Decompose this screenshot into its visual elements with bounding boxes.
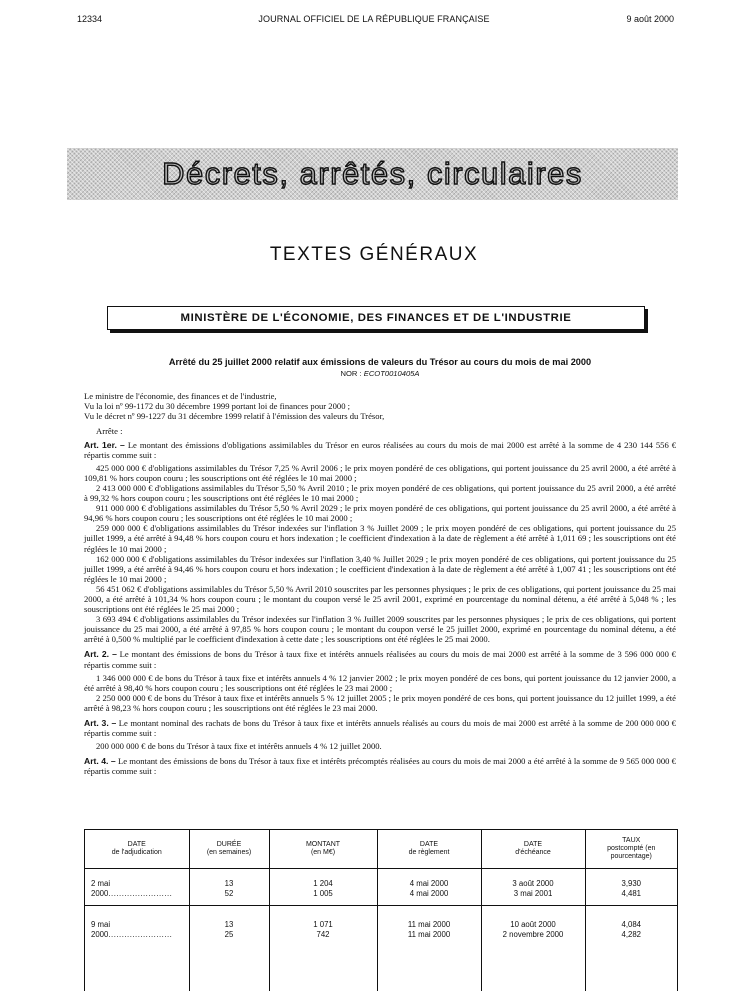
nor-code: ECOT0010405A <box>363 369 420 379</box>
article-3-intro <box>84 718 676 738</box>
nor-label: NOR : <box>340 369 362 379</box>
issuance-table <box>84 829 678 991</box>
rubric-banner <box>67 148 678 200</box>
article-2-item: 2 250 000 000 € de bons du Trésor à taux fixe et intérêts annuels 5 % 12 juillet 2005 ; le prix moyen pondéré de ces bons, qui portent jouissance du 12 juillet 1999, a été arrêté à 98,23 % hors coupon couru ; les souscriptions ont été réglées le 23 mai 2000. <box>84 692 676 713</box>
adjudication-date: 2 mai 2000 <box>91 879 111 898</box>
article-1-item: 259 000 000 € d'obligations assimilables du Trésor indexées sur l'inflation 3 % Juillet 2009 ; le prix moyen pondéré de ces obligations, qui portent jouissance du 25 juillet 1999, a été arrêté à 94,48 % hors coupon couru et hors indexation ; le coefficient d'indexation à la date de règlement a été arrêté à 1,011 69 ; les souscriptions ont été réglées le 10 mai 2000 ; <box>84 523 676 554</box>
adjudication-date: 9 mai 2000 <box>91 920 111 939</box>
column-header: DATE d'échéance <box>481 830 585 869</box>
column-header: DURÉE (en semaines) <box>189 830 269 869</box>
article-4-head: Art. 4. – <box>84 756 116 767</box>
column-header: DATE de règlement <box>377 830 481 869</box>
ministry-box <box>107 306 645 330</box>
article-4-intro <box>84 756 676 776</box>
article-1-item: 2 413 000 000 € d'obligations assimilables du Trésor 5,50 % Avril 2010 ; le prix moyen pondéré de ces obligations, qui portent jouissance du 25 avril 2000, a été arrêté à 99,32 % hors coupon couru ; les souscriptions ont été réglées le 10 mai 2000 ; <box>84 482 676 504</box>
issue-date: 9 août 2000 <box>626 14 674 24</box>
rubric-title: Décrets, arrêtés, circulaires <box>162 156 583 191</box>
act-title: Arrêté du 25 juillet 2000 relatif aux émissions de valeurs du Trésor au cours du mois de mai 2000 <box>168 357 592 367</box>
preamble-line: Vu la loi nº 99-1172 du 30 décembre 1999 portant loi de finances pour 2000 ; <box>84 401 351 412</box>
section-heading: TEXTES GÉNÉRAUX <box>269 244 479 265</box>
article-1-text: Le montant des émissions d'obligations assimilables du Trésor en euros réalisées au cours du mois de mai 2000 est arrêté à la somme de 4 230 144 556 € répartis comme suit : <box>84 439 677 460</box>
article-2-head: Art. 2. – <box>84 649 117 660</box>
arrete-line: Arrête : <box>96 426 123 437</box>
preamble <box>84 391 676 421</box>
article-2-item: 1 346 000 000 € de bons du Trésor à taux fixe et intérêts annuels 4 % 12 janvier 2002 ; le prix moyen pondéré de ces bons, qui portent jouissance du 12 janvier 2000, a été arrêté à 98,40 % hors coupon couru ; les souscriptions ont été réglées le 23 mai 2000 ; <box>84 672 676 693</box>
column-header: MONTANT (en M€) <box>269 830 377 869</box>
table-header-row <box>85 830 677 869</box>
running-header <box>0 0 748 30</box>
article-2-text: Le montant des émissions de bons du Trésor à taux fixe et intérêts annuels réalisées au cours du mois de mai 2000 est arrêté à la somme de 3 596 000 000 € répartis comme suit : <box>84 649 676 670</box>
table-row <box>85 946 677 991</box>
journal-title: JOURNAL OFFICIEL DE LA RÉPUBLIQUE FRANÇAISE <box>258 14 490 24</box>
table-row: 9 mai 2000........................ 13 25 1 071 742 11 mai 2000 11 mai 2000 10 août 2000 2 novembre 2000 4,084 4,282 <box>85 906 677 947</box>
article-3-item: 200 000 000 € de bons du Trésor à taux fixe et intérêts annuels 4 % 12 juillet 2000. <box>96 741 382 752</box>
nor-reference <box>84 369 676 379</box>
article-2-intro <box>84 649 676 669</box>
article-1-item: 3 693 494 € d'obligations assimilables du Trésor indexées sur l'inflation 3 % Juillet 2009 souscrites par les personnes physiques ; le prix de ces obligations, qui portent jouissance du 25 mai 2000, a été arrêté à 97,85 % hors coupon couru ; le montant du coupon versé le 25 juillet 2000, exprimé en pourcentage du nominal détenu, a été arrêté à 0,500 % multiplié par le coefficient d'indexation à cette date ; les souscriptions ont été réglées le 25 mai 2000. <box>84 614 676 645</box>
article-3-text: Le montant nominal des rachats de bons du Trésor à taux fixe et intérêts annuels réalisés au cours du mois de mai 2000 est arrêté à la somme de 200 000 000 € répartis comme suit : <box>84 718 676 739</box>
preamble-line: Le ministre de l'économie, des finances et de l'industrie, <box>84 391 277 402</box>
article-3-head: Art. 3. – <box>84 718 117 728</box>
article-1-item: 911 000 000 € d'obligations assimilables du Trésor 5,50 % Avril 2029 ; le prix moyen pondéré de ces obligations, qui portent jouissance du 25 avril 2000, a été arrêté à 94,96 % hors coupon couru ; les souscriptions ont été réglées le 10 mai 2000 ; <box>84 503 676 524</box>
ministry-name: MINISTÈRE DE L'ÉCONOMIE, DES FINANCES ET DE L'INDUSTRIE <box>180 312 572 324</box>
article-1-head: Art. 1er. – <box>84 439 125 450</box>
preamble-line: Vu le décret nº 99-1227 du 31 décembre 1999 relatif à l'émission des valeurs du Trésor, <box>84 411 385 422</box>
article-1-item: 425 000 000 € d'obligations assimilables du Trésor 7,25 % Avril 2006 ; le prix moyen pondéré de ces obligations, qui portent jouissance du 25 avril 2000, a été arrêté à 109,81 % hors coupon couru ; les souscriptions ont été réglées le 10 mai 2000 ; <box>84 462 676 483</box>
article-1-item: 56 451 062 € d'obligations assimilables du Trésor 5,50 % Avril 2010 souscrites par les personnes physiques ; le prix de ces obligations, qui portent jouissance du 25 mai 2000, a été arrêté à 101,34 % hors coupon couru ; le montant du coupon versé le 25 avril 2001, exprimé en pourcentage du nominal détenu, a été arrêté à 5,048 % ; les souscriptions ont été réglées le 25 mai 2000 ; <box>84 583 676 615</box>
table-row: 2 mai 2000........................ 13 52 1 204 1 005 4 mai 2000 4 mai 2000 3 août 2000 3 mai 2001 3,930 4,481 <box>85 869 677 906</box>
column-header: DATE de l'adjudication <box>85 830 189 869</box>
page-number: 12334 <box>77 14 103 24</box>
article-1-intro <box>84 440 676 460</box>
article-1-item: 162 000 000 € d'obligations assimilables du Trésor indexées sur l'inflation 3,40 % Juillet 2029 ; le prix moyen pondéré de ces obligations, qui portent jouissance du 25 juillet 1999, a été arrêté à 94,46 % hors coupon couru et hors indexation ; le coefficient d'indexation à la date de règlement a été arrêté à 1,007 41 ; les souscriptions ont été réglées le 10 mai 2000 ; <box>84 553 676 584</box>
act-body <box>84 357 676 776</box>
article-4-text: Le montant des émissions de bons du Trésor à taux fixe et intérêts précomptés réalisées au cours du mois de mai 2000 a été arrêté à la somme de 9 565 000 000 € répartis comme suit : <box>84 756 676 777</box>
column-header: TAUX postcompté (en pourcentage) <box>585 830 677 869</box>
